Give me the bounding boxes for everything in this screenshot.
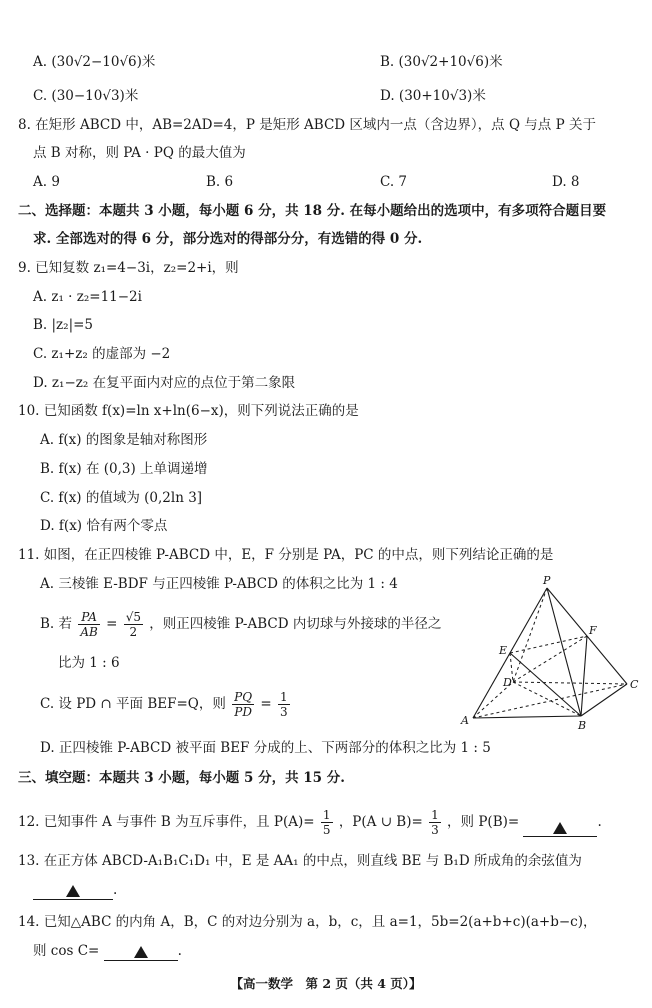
- q11-b-fraction-pa-ab: [78, 610, 99, 639]
- label-p: P: [543, 574, 551, 587]
- q12-answer-blank[interactable]: [523, 820, 597, 837]
- q12-fraction-1-3: [429, 808, 441, 837]
- period: .: [113, 882, 118, 898]
- q8-stem-line2: 点 B 对称，则 PA · PQ 的最大值为: [33, 145, 246, 161]
- q11-c-prefix: C. 设 PD ∩ 平面 BEF=Q，则: [40, 696, 226, 712]
- frac-den: 3: [431, 823, 439, 837]
- q11-c-fraction-1-3: [278, 690, 290, 719]
- label-b: B: [578, 719, 587, 732]
- q10-option-c[interactable]: C. f(x) 的值域为 (0,2ln 3]: [40, 490, 203, 506]
- segment-ef-hidden: [510, 636, 587, 653]
- q9-option-d[interactable]: D. z₁−z₂ 在复平面内对应的点位于第二象限: [33, 375, 296, 391]
- triangle-icon: [134, 946, 148, 958]
- q11-option-c[interactable]: [40, 690, 292, 719]
- page-footer: 【高一数学 第 2 页（共 4 页）】: [230, 976, 422, 991]
- q14-answer-blank[interactable]: [104, 944, 178, 961]
- equals-sign: =: [106, 616, 118, 632]
- frac-num: 1: [322, 808, 331, 822]
- frac-num: PA: [78, 610, 99, 625]
- segment-eb: [510, 653, 581, 716]
- q9-option-b[interactable]: B. |z₂|=5: [33, 317, 94, 333]
- q7-option-a[interactable]: A. (30√2−10√6)米: [33, 54, 156, 70]
- segment-db-hidden: [513, 682, 581, 716]
- q12-text-post: ，则 P(B)=: [447, 814, 520, 830]
- q11-b-fraction-sqrt5-2: [124, 610, 143, 639]
- pyramid-figure: [455, 572, 645, 732]
- frac-den: 2: [129, 625, 138, 639]
- q12-fraction-1-5: [321, 808, 333, 837]
- section2-heading-line2: 求. 全部选对的得 6 分，部分选对的得部分分，有选错的得 0 分.: [33, 231, 423, 247]
- equals-sign: =: [260, 696, 272, 712]
- q13-answer-line: [33, 880, 117, 900]
- triangle-icon: [66, 885, 80, 897]
- segment-fb: [581, 636, 587, 716]
- period: .: [597, 814, 602, 830]
- q8-option-d[interactable]: D. 8: [552, 174, 580, 190]
- edge-pb: [547, 588, 581, 716]
- q11-b-text: ，则正四棱锥 P-ABCD 内切球与外接球的半径之: [149, 616, 442, 632]
- edge-pd-hidden: [513, 588, 547, 682]
- q11-stem: 11. 如图，在正四棱锥 P-ABCD 中，E，F 分别是 PA，PC 的中点，则下列结论正确的是: [18, 547, 554, 563]
- frac-den: AB: [80, 625, 98, 639]
- section2-heading-line1: 二、选择题：本题共 3 小题，每小题 6 分，共 18 分. 在每小题给出的选项中，有多项符合题目要: [18, 203, 607, 219]
- label-d: D: [503, 676, 512, 689]
- frac-den: 5: [322, 823, 331, 837]
- q8-option-a[interactable]: A. 9: [33, 174, 60, 190]
- edge-dc-hidden: [513, 682, 627, 684]
- frac-den: PD: [234, 705, 252, 719]
- q9-option-c[interactable]: C. z₁+z₂ 的虚部为 −2: [33, 346, 171, 362]
- label-e: E: [499, 644, 508, 657]
- q10-option-a[interactable]: A. f(x) 的图象是轴对称图形: [40, 432, 208, 448]
- q8-option-c[interactable]: C. 7: [380, 174, 408, 190]
- q7-option-b[interactable]: B. (30√2+10√6)米: [380, 54, 503, 70]
- q11-c-fraction-pq-pd: [232, 690, 254, 719]
- triangle-icon: [553, 822, 567, 834]
- label-f: F: [589, 624, 597, 637]
- frac-num: PQ: [234, 690, 253, 704]
- q13-answer-blank[interactable]: [33, 883, 113, 900]
- q7-option-c[interactable]: C. (30−10√3)米: [33, 88, 139, 104]
- edge-ab: [473, 716, 581, 718]
- label-c: C: [630, 678, 639, 691]
- q14-answer-line: [33, 941, 182, 961]
- q10-option-b[interactable]: B. f(x) 在 (0,3) 上单调递增: [40, 461, 208, 477]
- frac-num: 1: [279, 690, 288, 704]
- section3-heading: 三、填空题：本题共 3 小题，每小题 5 分，共 15 分.: [18, 770, 345, 786]
- label-a: A: [461, 714, 469, 727]
- q8-option-b[interactable]: B. 6: [206, 174, 234, 190]
- frac-den: 3: [279, 705, 288, 719]
- q12-stem: [18, 808, 602, 837]
- q11-option-b[interactable]: [40, 610, 441, 639]
- q10-option-d[interactable]: D. f(x) 恰有两个零点: [40, 518, 168, 534]
- q7-option-d[interactable]: D. (30+10√3)米: [380, 88, 486, 104]
- frac-num: √5: [125, 610, 141, 624]
- q9-option-a[interactable]: A. z₁ · z₂=11−2i: [33, 289, 142, 305]
- period: .: [177, 943, 182, 959]
- q14-text-pre: 则 cos C=: [33, 943, 100, 959]
- q12-text-mid: ，P(A ∪ B)=: [338, 814, 423, 830]
- segment-fd-hidden: [513, 636, 587, 682]
- q10-stem: 10. 已知函数 f(x)=ln x+ln(6−x)，则下列说法正确的是: [18, 403, 359, 419]
- q9-stem: 9. 已知复数 z₁=4−3i，z₂=2+i，则: [18, 260, 239, 276]
- q11-option-a[interactable]: A. 三棱锥 E-BDF 与正四棱锥 P-ABCD 的体积之比为 1 : 4: [40, 576, 398, 592]
- q11-option-d[interactable]: D. 正四棱锥 P-ABCD 被平面 BEF 分成的上、下两部分的体积之比为 1 : 5: [40, 740, 491, 756]
- q13-stem: 13. 在正方体 ABCD-A₁B₁C₁D₁ 中，E 是 AA₁ 的中点，则直线 BE 与 B₁D 所成角的余弦值为: [18, 853, 582, 869]
- q8-stem-line1: 8. 在矩形 ABCD 中，AB=2AD=4，P 是矩形 ABCD 区域内一点（含边界），点 Q 与点 P 关于: [18, 117, 596, 133]
- q14-stem: 14. 已知△ABC 的内角 A，B，C 的对边分别为 a，b，c，且 a=1，5b=2(a+b+c)(a+b−c)，: [18, 914, 597, 930]
- q11-option-b-continued: 比为 1 : 6: [58, 655, 120, 671]
- frac-num: 1: [431, 808, 439, 822]
- q11-b-prefix: B. 若: [40, 616, 73, 632]
- q12-text-pre: 12. 已知事件 A 与事件 B 为互斥事件，且 P(A)=: [18, 814, 315, 830]
